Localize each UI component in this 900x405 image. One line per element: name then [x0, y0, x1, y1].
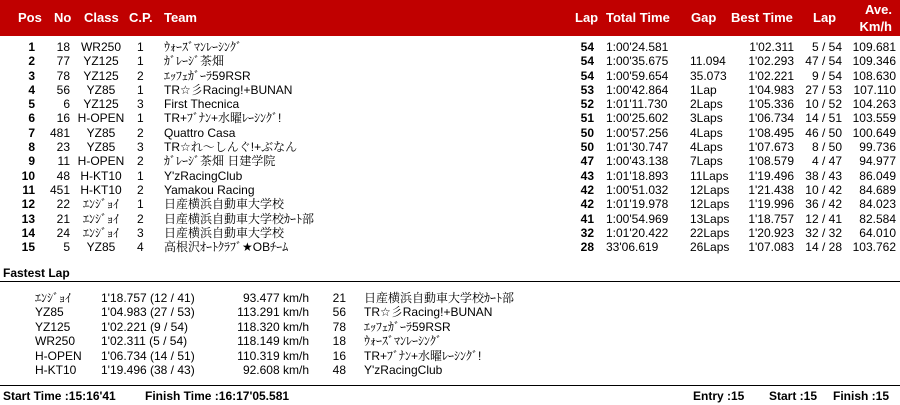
table-row: [0, 40, 900, 54]
cell-team: First Thecnica: [164, 97, 240, 112]
fastest-team: Y'zRacingClub: [364, 362, 443, 377]
fastest-no: 21: [332, 291, 346, 305]
fastest-no: 78: [332, 319, 346, 334]
fastest-time: 1'02.221 (9 / 54): [101, 319, 189, 334]
cell-cp: 2: [137, 182, 144, 197]
cell-no: 24: [56, 225, 70, 240]
cell-best-lap: 36 / 42: [805, 197, 842, 212]
cell-best-lap: 8 / 50: [811, 140, 842, 155]
cell-total: 1:01'20.422: [606, 225, 669, 240]
fastest-class: H-KT10: [35, 362, 77, 377]
cell-pos: 14: [21, 225, 35, 240]
cell-no: 18: [56, 40, 70, 54]
cell-ave: 104.263: [852, 97, 896, 112]
cell-total: 1:00'54.969: [606, 211, 669, 226]
footer: [0, 385, 900, 405]
cell-lap: 52: [580, 97, 594, 112]
cell-ave: 109.346: [852, 54, 896, 69]
cell-class: YZ85: [86, 125, 116, 140]
cell-pos: 5: [28, 97, 35, 112]
fastest-no: 48: [332, 362, 346, 377]
table-row: [0, 154, 900, 168]
cell-lap: 32: [580, 225, 594, 240]
header-cp: C.P.: [129, 10, 153, 25]
fastest-team: ｳｫｰｽﾞﾏﾝﾚｰｼﾝｸﾞ: [364, 334, 443, 349]
list-item: [0, 363, 900, 377]
cell-team: ｴｯﾌｪｶﾞｰﾗ59RSR: [164, 68, 251, 83]
cell-best: 1'02.311: [749, 40, 794, 54]
fastest-class: WR250: [35, 334, 76, 349]
cell-lap: 53: [580, 82, 594, 97]
results-header: [0, 0, 900, 36]
cell-ave: 64.010: [859, 225, 896, 240]
cell-team: Y'zRacingClub: [164, 168, 243, 183]
cell-pos: 10: [21, 168, 35, 183]
cell-best: 1'19.496: [748, 168, 794, 183]
table-row: [0, 69, 900, 83]
cell-ave: 100.649: [852, 125, 896, 140]
fastest-speed: 118.320 km/h: [237, 319, 309, 334]
cell-class: YZ125: [83, 68, 119, 83]
cell-pos: 1: [28, 40, 35, 54]
cell-gap: 3Laps: [690, 111, 723, 126]
fastest-class: ｴﾝｼﾞｮｲ: [35, 291, 72, 305]
cell-ave: 108.630: [852, 68, 896, 83]
header-pos: Pos: [18, 10, 42, 25]
cell-no: 5: [63, 240, 70, 255]
cell-cp: 1: [137, 168, 144, 183]
cell-pos: 11: [22, 182, 35, 197]
cell-class: ｴﾝｼﾞｮｲ: [82, 197, 119, 212]
cell-total: 1:00'57.256: [606, 125, 669, 140]
header-total-time: Total Time: [606, 10, 670, 25]
cell-no: 56: [56, 82, 70, 97]
table-row: [0, 226, 900, 240]
cell-gap: 2Laps: [690, 97, 723, 112]
cell-team: ｶﾞﾚｰｼﾞ茶畑 日建学院: [164, 154, 276, 169]
cell-no: 11: [57, 154, 70, 169]
fastest-time: 1'02.311 (5 / 54): [101, 334, 188, 349]
cell-cp: 1: [137, 54, 144, 69]
cell-pos: 2: [28, 54, 35, 69]
cell-gap: 26Laps: [690, 240, 730, 255]
cell-no: 451: [49, 182, 70, 197]
cell-class: H-KT10: [80, 182, 122, 197]
fastest-no: 56: [332, 305, 346, 320]
cell-cp: 4: [137, 240, 144, 255]
cell-best: 1'19.996: [748, 197, 794, 212]
table-row: [0, 183, 900, 197]
cell-pos: 12: [21, 197, 35, 212]
fastest-team: ｴｯﾌｪｶﾞｰﾗ59RSR: [364, 319, 451, 334]
header-ave-unit: Km/h: [859, 19, 892, 34]
cell-class: YZ85: [86, 82, 116, 97]
cell-best: 1'21.438: [748, 182, 794, 197]
header-ave: [860, 1, 893, 35]
cell-class: H-OPEN: [77, 111, 125, 126]
header-ave-label: Ave.: [865, 2, 892, 17]
cell-best-lap: 46 / 50: [805, 125, 842, 140]
results-table: [0, 40, 900, 254]
cell-pos: 3: [28, 68, 35, 83]
cell-best: 1'20.923: [748, 225, 794, 240]
header-best-time: Best Time: [731, 10, 793, 25]
fastest-no: 18: [332, 334, 346, 349]
cell-best: 1'02.293: [748, 54, 794, 69]
fastest-speed: 93.477 km/h: [242, 291, 309, 305]
cell-no: 481: [49, 125, 70, 140]
cell-pos: 7: [28, 125, 35, 140]
cell-total: 1:01'11.730: [606, 97, 668, 112]
cell-total: 1:00'42.864: [606, 82, 669, 97]
cell-class: ｴﾝｼﾞｮｲ: [82, 225, 119, 240]
cell-ave: 84.023: [859, 197, 896, 212]
cell-gap: 35.073: [690, 68, 727, 83]
cell-class: YZ125: [83, 54, 119, 69]
cell-gap: 11Laps: [690, 168, 729, 183]
cell-total: 1:01'19.978: [606, 197, 669, 212]
cell-best-lap: 47 / 54: [805, 54, 842, 69]
cell-best: 1'08.579: [748, 154, 794, 169]
header-team: Team: [164, 10, 197, 25]
fastest-lap-list: [0, 291, 900, 377]
fastest-class: H-OPEN: [35, 348, 82, 363]
entry-count: Entry :15: [693, 389, 745, 403]
fastest-team: TR+ﾌﾞﾅﾝ+水曜ﾚｰｼﾝｸﾞ!: [364, 348, 482, 363]
cell-cp: 3: [137, 225, 144, 240]
fastest-time: 1'04.983 (27 / 53): [101, 305, 195, 320]
cell-best-lap: 10 / 52: [805, 97, 842, 112]
cell-cp: 3: [137, 97, 144, 112]
cell-ave: 107.110: [853, 82, 896, 97]
cell-team: 日産横浜自動車大学校: [164, 225, 285, 240]
cell-best-lap: 32 / 32: [805, 225, 842, 240]
list-item: [0, 305, 900, 319]
cell-no: 77: [56, 54, 70, 69]
cell-lap: 54: [580, 68, 594, 83]
fastest-class: YZ125: [35, 319, 71, 334]
cell-best-lap: 12 / 41: [805, 211, 842, 226]
table-row: [0, 212, 900, 226]
cell-ave: 99.736: [859, 140, 896, 155]
fastest-team: TR☆彡Racing!+BUNAN: [364, 305, 493, 320]
cell-no: 23: [56, 140, 70, 155]
cell-pos: 6: [28, 111, 35, 126]
header-best-lap: Lap: [813, 10, 837, 25]
list-item: [0, 320, 900, 334]
cell-best-lap: 4 / 47: [811, 154, 842, 169]
cell-cp: 1: [137, 197, 144, 212]
cell-gap: 22Laps: [690, 225, 730, 240]
cell-class: H-KT10: [80, 168, 122, 183]
fastest-class: YZ85: [35, 305, 64, 320]
cell-pos: 15: [21, 240, 35, 255]
finish-time: Finish Time :16:17'05.581: [145, 389, 290, 403]
cell-cp: 2: [137, 125, 144, 140]
cell-team: 高根沢ｵｰﾄｸﾗﾌﾞ★OBﾁｰﾑ: [164, 240, 289, 255]
cell-class: WR250: [80, 40, 121, 54]
cell-best-lap: 38 / 43: [805, 168, 842, 183]
list-item: [0, 349, 900, 363]
cell-cp: 2: [137, 154, 144, 169]
cell-team: TR+ﾌﾞﾅﾝ+水曜ﾚｰｼﾝｸﾞ!: [164, 111, 282, 126]
cell-class: YZ125: [83, 97, 119, 112]
fastest-speed: 113.291 km/h: [237, 305, 309, 320]
cell-ave: 103.762: [852, 240, 896, 255]
cell-best-lap: 9 / 54: [811, 68, 842, 83]
cell-best: 1'06.734: [748, 111, 794, 126]
cell-gap: 7Laps: [690, 154, 723, 169]
cell-gap: 13Laps: [690, 211, 730, 226]
cell-ave: 94.977: [859, 154, 896, 169]
cell-gap: 4Laps: [690, 125, 723, 140]
cell-total: 1:01'30.747: [606, 140, 669, 155]
cell-lap: 51: [580, 111, 594, 126]
table-row: [0, 111, 900, 125]
cell-best: 1'07.083: [748, 240, 794, 255]
table-row: [0, 169, 900, 183]
cell-no: 78: [56, 68, 70, 83]
cell-best: 1'05.336: [748, 97, 794, 112]
cell-lap: 42: [580, 182, 594, 197]
cell-lap: 50: [580, 125, 594, 140]
cell-total: 1:00'51.032: [606, 182, 669, 197]
cell-no: 6: [63, 97, 70, 112]
header-gap: Gap: [691, 10, 717, 25]
cell-cp: 1: [137, 40, 144, 54]
list-item: [0, 291, 900, 305]
cell-lap: 54: [580, 54, 594, 69]
cell-ave: 82.584: [859, 211, 896, 226]
list-item: [0, 334, 900, 348]
cell-lap: 41: [580, 211, 594, 226]
cell-gap: 1Lap: [690, 82, 717, 97]
cell-best-lap: 27 / 53: [805, 82, 842, 97]
cell-best-lap: 14 / 28: [805, 240, 842, 255]
cell-ave: 103.559: [852, 111, 896, 126]
cell-gap: 11.094: [690, 54, 726, 69]
start-time: Start Time :15:16'41: [3, 389, 116, 403]
cell-class: H-OPEN: [77, 154, 125, 169]
cell-lap: 54: [580, 40, 594, 54]
header-lap: Lap: [575, 10, 599, 25]
cell-gap: 12Laps: [690, 197, 730, 212]
fastest-lap-title: Fastest Lap: [3, 266, 70, 280]
cell-ave: 109.681: [852, 40, 896, 54]
fastest-speed: 92.608 km/h: [242, 362, 309, 377]
cell-no: 21: [56, 211, 70, 226]
cell-pos: 9: [28, 154, 35, 169]
cell-pos: 4: [28, 82, 35, 97]
header-class: Class: [84, 10, 119, 25]
table-row: [0, 83, 900, 97]
cell-cp: 2: [137, 68, 144, 83]
table-row: [0, 54, 900, 68]
cell-best-lap: 14 / 51: [805, 111, 842, 126]
cell-total: 1:00'35.675: [606, 54, 669, 69]
fastest-speed: 118.149 km/h: [237, 334, 309, 349]
cell-best-lap: 5 / 54: [811, 40, 842, 54]
header-no: No: [54, 10, 72, 25]
cell-team: Yamakou Racing: [164, 182, 255, 197]
cell-lap: 47: [580, 154, 594, 169]
cell-cp: 3: [137, 140, 144, 155]
cell-class: YZ85: [86, 140, 116, 155]
cell-cp: 1: [137, 82, 144, 97]
cell-class: ｴﾝｼﾞｮｲ: [82, 211, 119, 226]
cell-team: TR☆彡Racing!+BUNAN: [164, 82, 293, 97]
cell-total: 1:00'43.138: [606, 154, 669, 169]
cell-gap: 12Laps: [690, 182, 730, 197]
cell-best: 1'02.221: [748, 68, 794, 83]
cell-team: 日産横浜自動車大学校ｶｰﾄ部: [164, 211, 315, 226]
cell-total: 1:00'25.602: [606, 111, 669, 126]
cell-lap: 50: [580, 140, 594, 155]
fastest-time: 1'19.496 (38 / 43): [101, 362, 195, 377]
fastest-team: 日産横浜自動車大学校ｶｰﾄ部: [364, 291, 515, 305]
cell-best: 1'08.495: [748, 125, 794, 140]
fastest-time: 1'06.734 (14 / 51): [101, 348, 195, 363]
cell-gap: 4Laps: [690, 140, 723, 155]
cell-no: 16: [56, 111, 70, 126]
fastest-lap-divider: [0, 281, 900, 282]
cell-best: 1'07.673: [748, 140, 794, 155]
cell-pos: 13: [21, 211, 35, 226]
cell-total: 1:00'59.654: [606, 68, 669, 83]
cell-team: TR☆れ～しんぐ!+ぶなん: [164, 140, 298, 155]
start-count: Start :15: [769, 389, 818, 403]
cell-best-lap: 10 / 42: [805, 182, 842, 197]
fastest-time: 1'18.757 (12 / 41): [101, 291, 195, 305]
cell-cp: 2: [137, 211, 144, 226]
cell-cp: 1: [137, 111, 144, 126]
cell-lap: 42: [580, 197, 594, 212]
cell-ave: 86.049: [859, 168, 896, 183]
cell-total: 33'06.619: [606, 240, 659, 255]
table-row: [0, 197, 900, 211]
table-row: [0, 240, 900, 254]
cell-ave: 84.689: [859, 182, 896, 197]
cell-no: 48: [56, 168, 70, 183]
finish-count: Finish :15: [833, 389, 890, 403]
cell-class: YZ85: [86, 240, 116, 255]
cell-pos: 8: [28, 140, 35, 155]
cell-team: ｶﾞﾚｰｼﾞ茶畑: [164, 54, 225, 69]
cell-best: 1'18.757: [748, 211, 794, 226]
cell-team: ｳｫｰｽﾞﾏﾝﾚｰｼﾝｸﾞ: [164, 40, 243, 54]
cell-lap: 43: [580, 168, 594, 183]
cell-lap: 28: [580, 240, 594, 255]
fastest-speed: 110.319 km/h: [237, 348, 309, 363]
cell-team: Quattro Casa: [164, 125, 236, 140]
cell-no: 22: [56, 197, 70, 212]
table-row: [0, 126, 900, 140]
table-row: [0, 140, 900, 154]
cell-best: 1'04.983: [748, 82, 794, 97]
fastest-no: 16: [332, 348, 346, 363]
cell-team: 日産横浜自動車大学校: [164, 197, 285, 212]
table-row: [0, 97, 900, 111]
cell-total: 1:01'18.893: [606, 168, 669, 183]
cell-total: 1:00'24.581: [606, 40, 669, 54]
